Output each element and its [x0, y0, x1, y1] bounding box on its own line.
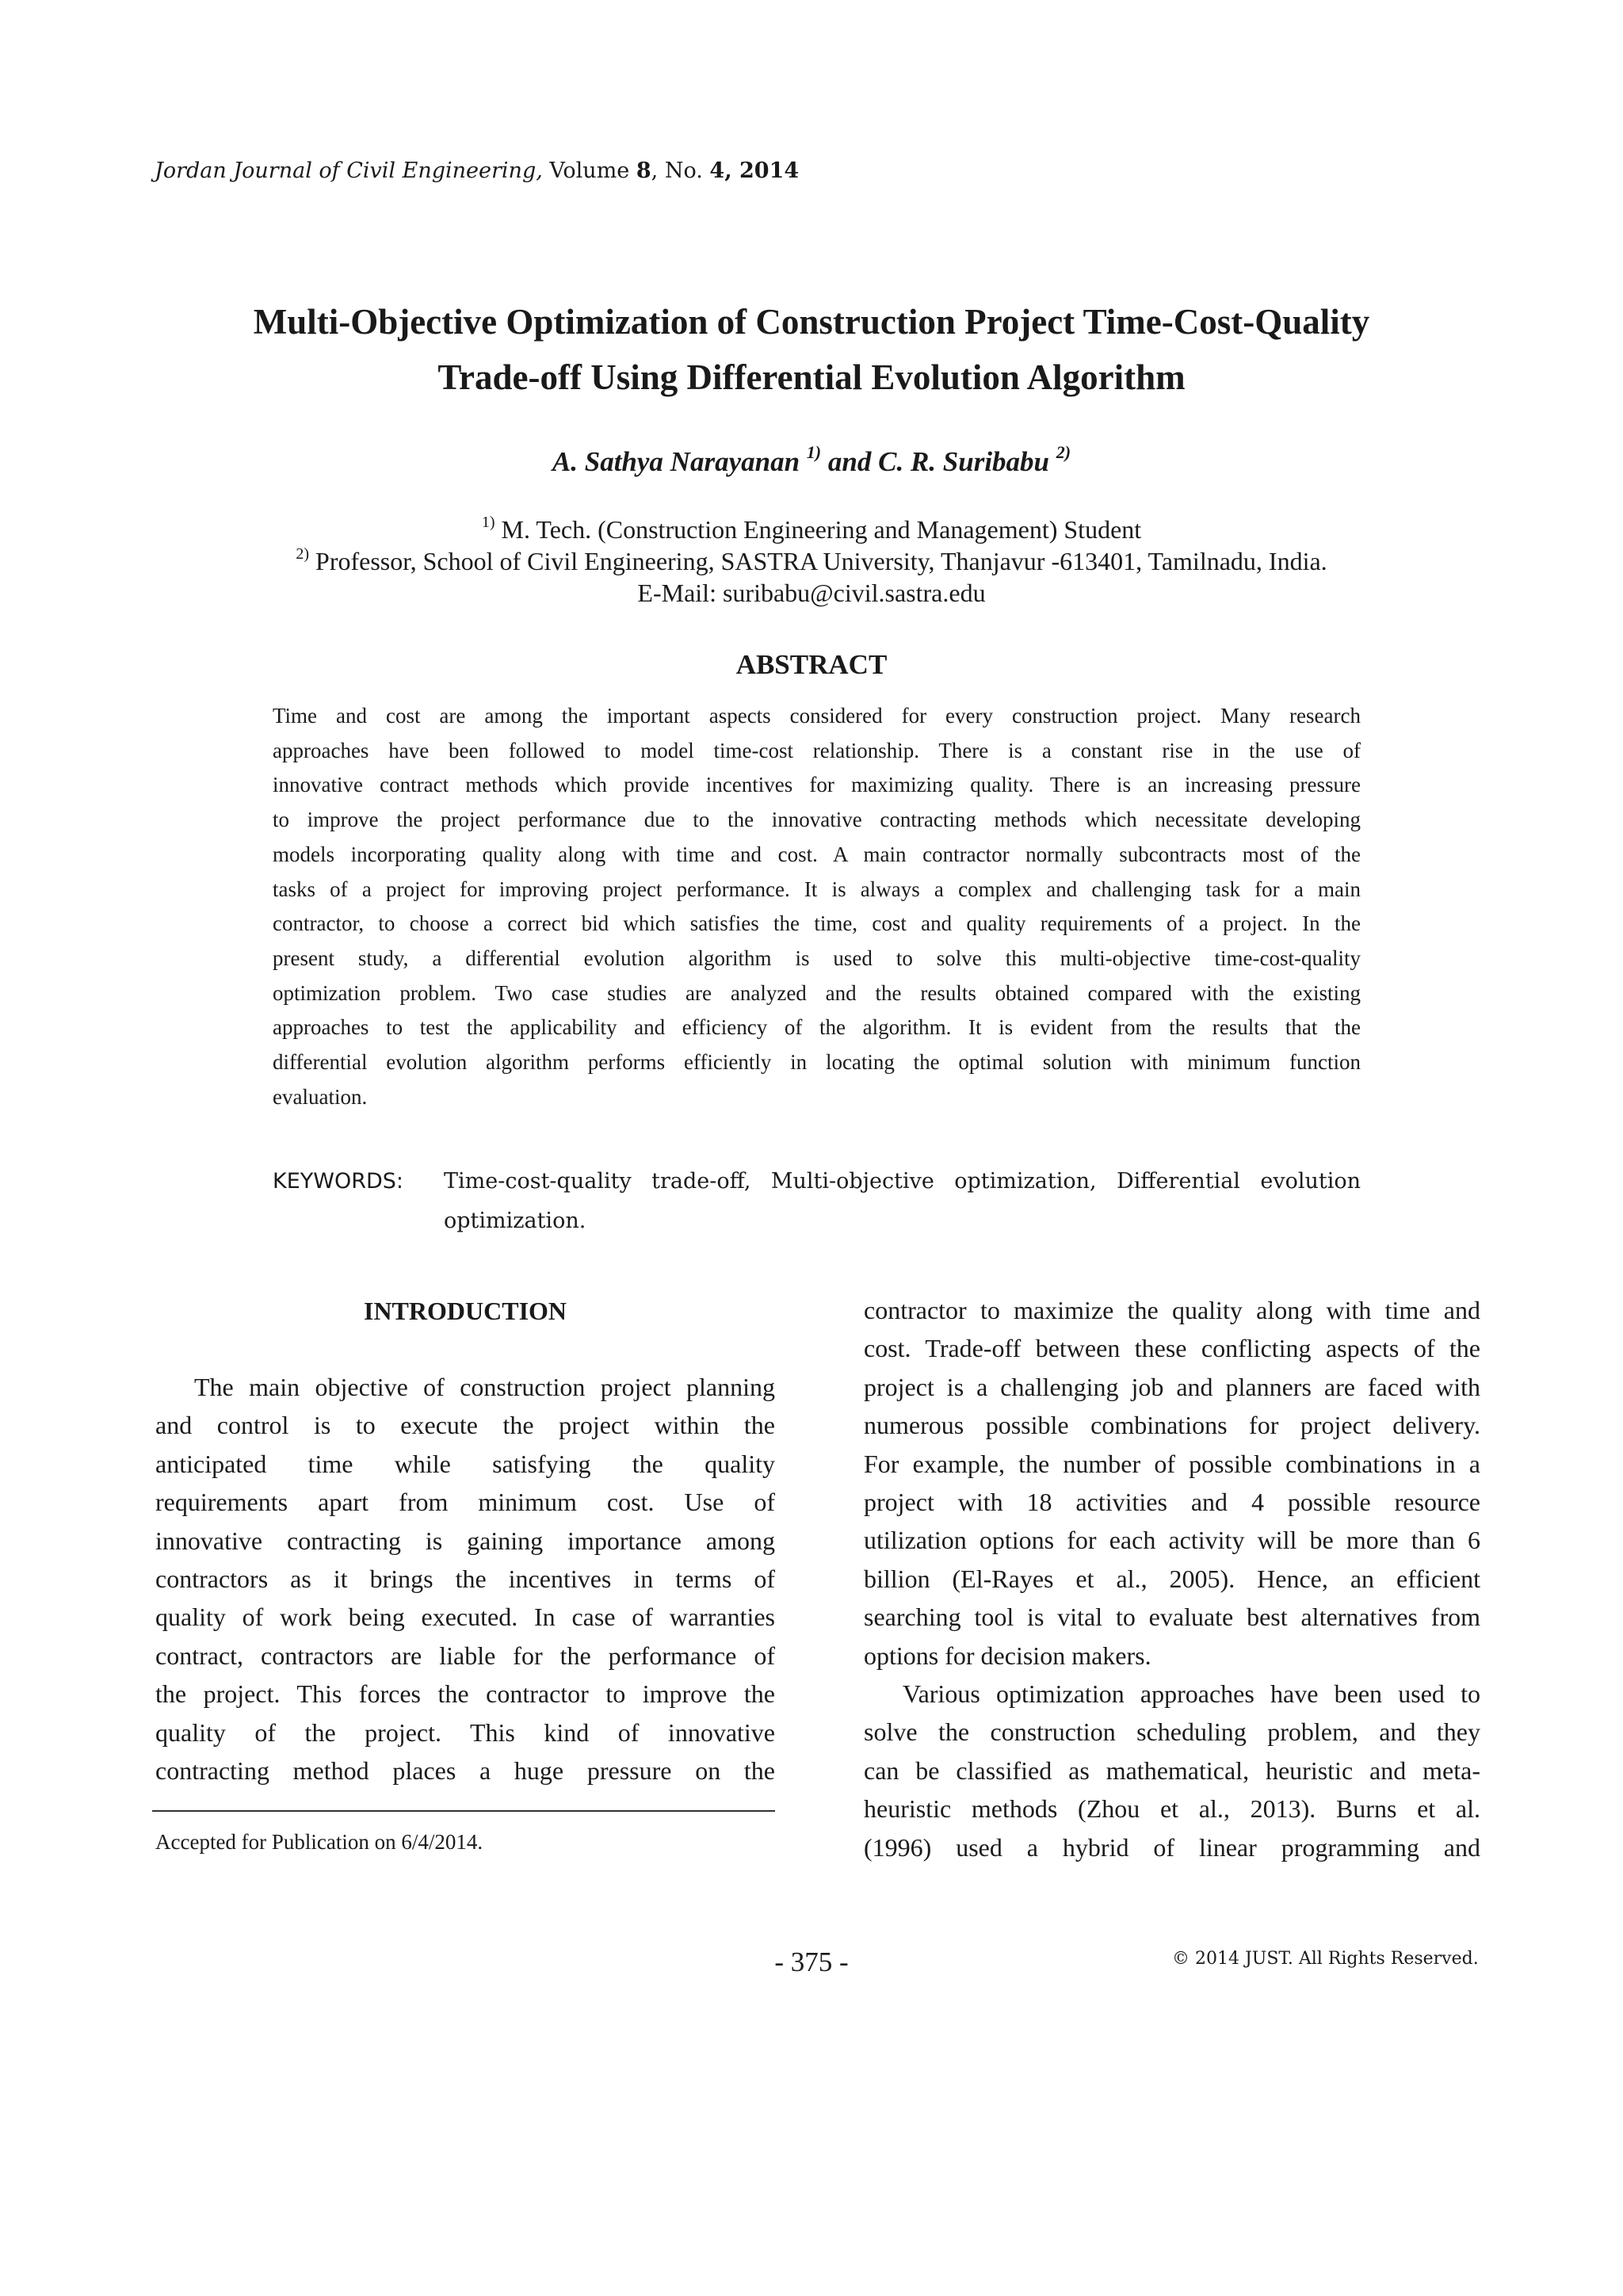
body-line: can be classified as mathematical, heuristic and meta-	[864, 1755, 1480, 1785]
journal-name: Jordan Journal of Civil Engineering,	[155, 159, 543, 183]
body-column-right	[864, 1291, 1480, 1866]
abstract-line: innovative contract methods which provide incentives for maximizing quality. There is an increasing pressure	[273, 773, 1361, 797]
title-line: Trade-off Using Differential Evolution Algorithm	[437, 357, 1186, 397]
body-line: the project. This forces the contractor to improve the	[155, 1679, 775, 1709]
abstract-line: evaluation.	[273, 1084, 368, 1109]
body-line: billion (El-Rayes et al., 2005). Hence, an efficient	[864, 1564, 1480, 1593]
volume-number: 8	[636, 159, 651, 183]
footnote: Accepted for Publication on 6/4/2014.	[155, 1830, 483, 1854]
body-line: project is a challenging job and planners are faced with	[864, 1372, 1480, 1401]
body-line: contractor to maximize the quality along with time and	[864, 1296, 1480, 1324]
keywords-text	[444, 1162, 1361, 1241]
body-line: The main objective of construction project planning	[194, 1373, 775, 1401]
body-line: quality of the project. This kind of innovative	[155, 1717, 775, 1747]
abstract-line: contractor, to choose a correct bid which satisfies the time, cost and quality requirements of a project. In the	[273, 911, 1361, 936]
body-line: and control is to execute the project within the	[155, 1411, 775, 1440]
body-line: Various optimization approaches have been used to	[903, 1679, 1480, 1709]
affiliation-2	[119, 545, 1504, 577]
paper-title	[119, 294, 1504, 405]
abstract-line: optimization problem. Two case studies are analyzed and the results obtained compared with the existing	[273, 980, 1361, 1005]
abstract-line: Time and cost are among the important aspects considered for every construction project. Many research	[273, 704, 1361, 728]
issue-number: 4	[709, 159, 725, 183]
abstract-heading: ABSTRACT	[735, 649, 888, 680]
body-line: (1996) used a hybrid of linear programming and	[864, 1832, 1480, 1862]
body-line: For example, the number of possible combinations in a	[864, 1449, 1480, 1478]
number-label: , No.	[651, 159, 710, 183]
affiliation-1	[119, 514, 1504, 545]
author-name: C. R. Suribabu	[878, 446, 1056, 477]
abstract-line: approaches have been followed to model time-cost relationship. There is a constant rise in the use of	[273, 738, 1361, 762]
body-line: cost. Trade-off between these conflicting aspects of the	[864, 1334, 1480, 1363]
abstract-line: approaches to test the applicability and efficiency of the algorithm. It is evident from the results that the	[273, 1015, 1361, 1040]
keywords-line: optimization.	[444, 1209, 586, 1233]
page-number: - 375 -	[774, 1946, 849, 1977]
abstract-line: tasks of a project for improving project performance. It is always a complex and challenging task for a main	[273, 877, 1361, 901]
abstract-body	[273, 699, 1361, 1114]
footnote-divider	[152, 1810, 775, 1812]
body-column-left	[155, 1368, 775, 1790]
volume-label: Volume	[542, 159, 636, 183]
author-affiliation-mark: 2)	[1056, 442, 1071, 462]
title-line: Multi-Objective Optimization of Construction Project Time-Cost-Quality	[253, 302, 1370, 342]
affiliation-mark: 1)	[481, 514, 495, 531]
authors	[119, 442, 1504, 482]
section-heading-introduction: INTRODUCTION	[363, 1297, 567, 1325]
body-line: quality of work being executed. In case of warranties	[155, 1603, 775, 1632]
author-joiner: and	[821, 446, 879, 477]
body-line: project with 18 activities and 4 possible resource	[864, 1488, 1480, 1517]
body-line: requirements apart from minimum cost. Use of	[155, 1488, 775, 1517]
body-line: solve the construction scheduling problem, and they	[864, 1717, 1480, 1747]
author-name: A. Sathya Narayanan	[552, 446, 807, 477]
body-line: searching tool is vital to evaluate best alternatives from	[864, 1603, 1480, 1632]
keywords-line: Time-cost-quality trade-off, Multi-objective optimization, Differential evolution	[444, 1169, 1361, 1194]
body-line: anticipated time while satisfying the quality	[155, 1449, 775, 1478]
affiliation-text: Professor, School of Civil Engineering, SASTRA University, Thanjavur -613401, Tamilnadu, India.	[309, 547, 1327, 575]
body-line: numerous possible combinations for project delivery.	[864, 1411, 1480, 1440]
copyright-notice: © 2014 JUST. All Rights Reserved.	[1172, 1949, 1479, 1969]
contact-email: E-Mail: suribabu@civil.sastra.edu	[637, 579, 986, 607]
body-line: utilization options for each activity will be more than 6	[864, 1526, 1480, 1555]
keywords-label: KEYWORDS:	[273, 1169, 403, 1194]
body-line: innovative contracting is gaining importance among	[155, 1526, 775, 1555]
body-line: contractors as it brings the incentives in terms of	[155, 1564, 775, 1594]
abstract-line: to improve the project performance due to the innovative contracting methods which necessitate developing	[273, 808, 1361, 832]
body-line: options for decision makers.	[864, 1641, 1151, 1670]
journal-header	[155, 155, 799, 187]
author-affiliation-mark: 1)	[806, 442, 822, 462]
abstract-line: differential evolution algorithm performs efficiently in locating the optimal solution with minimum function	[273, 1050, 1361, 1075]
publication-year: , 2014	[724, 159, 800, 183]
body-line: contract, contractors are liable for the performance of	[155, 1641, 775, 1670]
affiliation-text: M. Tech. (Construction Engineering and Management) Student	[495, 515, 1142, 544]
body-line: contracting method places a huge pressure on the	[155, 1756, 775, 1786]
abstract-line: models incorporating quality along with time and cost. A main contractor normally subcontracts most of the	[273, 842, 1361, 866]
affiliations	[119, 514, 1504, 609]
body-line: heuristic methods (Zhou et al., 2013). Burns et al.	[864, 1794, 1480, 1824]
abstract-line: present study, a differential evolution algorithm is used to solve this multi-objective time-cost-quality	[273, 946, 1361, 970]
affiliation-mark: 2)	[296, 545, 310, 563]
